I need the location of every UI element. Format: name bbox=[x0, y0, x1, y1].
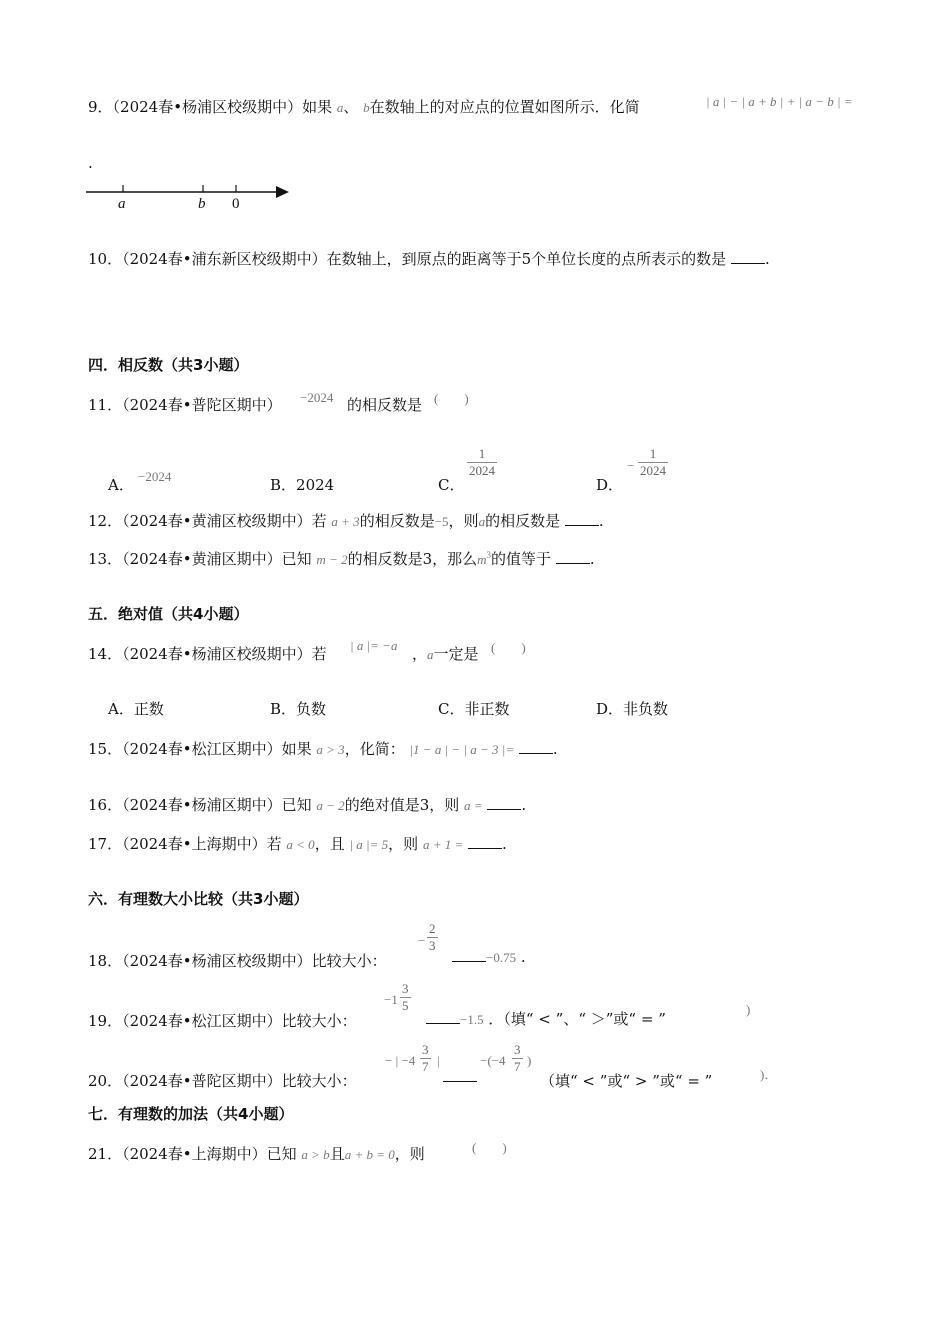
section-heading-6: 六．有理数大小比较（共3小题） bbox=[88, 890, 309, 908]
denominator: 3 bbox=[429, 938, 436, 953]
option-label: C． bbox=[438, 700, 465, 718]
question-text: 在数轴上的对应点的位置如图所示．化简 bbox=[369, 98, 640, 116]
right-expression-suffix: ) bbox=[527, 1053, 532, 1068]
option-c[interactable] bbox=[438, 474, 464, 495]
question-14-rest bbox=[412, 643, 479, 664]
question-9 bbox=[88, 96, 640, 117]
question-number: 12． bbox=[88, 512, 123, 530]
question-source: （2024春•杨浦区期中）已知 bbox=[122, 796, 312, 814]
option-b[interactable] bbox=[270, 474, 334, 495]
question-text: ， bbox=[412, 645, 428, 663]
option-value: 2024 bbox=[296, 476, 335, 494]
question-text: 的绝对值是3，则 bbox=[344, 796, 460, 814]
option-label: D． bbox=[596, 700, 624, 718]
math-expression: | a |= 5 bbox=[349, 837, 389, 852]
question-text: 的相反数是 bbox=[485, 512, 561, 530]
option-d[interactable] bbox=[596, 474, 623, 495]
math-expression: −0.75 bbox=[486, 950, 517, 965]
option-a[interactable] bbox=[108, 698, 164, 719]
question-source: （2024春•普陀区期中） bbox=[122, 396, 282, 414]
question-12 bbox=[88, 510, 604, 531]
question-source: （2024春•松江区期中）比较大小： bbox=[122, 1012, 357, 1030]
denominator: 7 bbox=[514, 1059, 521, 1074]
question-17 bbox=[88, 833, 507, 854]
option-label: C． bbox=[438, 476, 465, 494]
close-paren: ) bbox=[746, 1002, 751, 1017]
question-number: 11． bbox=[88, 396, 123, 414]
question-source: （2024春•黄浦区校级期中）若 bbox=[122, 512, 327, 530]
option-label: A． bbox=[108, 476, 134, 494]
answer-blank[interactable] bbox=[519, 741, 553, 754]
answer-blank[interactable] bbox=[468, 836, 502, 849]
math-expression: a + 1 = bbox=[422, 837, 464, 852]
separator: 、 bbox=[343, 98, 359, 116]
question-number: 17． bbox=[88, 835, 123, 853]
mixed-number-whole: −1 bbox=[384, 992, 398, 1007]
question-source: （2024春•松江区期中）如果 bbox=[122, 740, 312, 758]
question-number: 13． bbox=[88, 550, 123, 568]
option-label: D． bbox=[596, 476, 624, 494]
fraction bbox=[400, 981, 411, 1014]
answer-blank[interactable] bbox=[565, 513, 599, 526]
fraction-d bbox=[638, 446, 668, 479]
fill-hint: （填“ < ”或“ > ”或“ = ” bbox=[540, 1072, 713, 1090]
question-source: （2024春•上海期中）已知 bbox=[122, 1145, 297, 1163]
label-b: b bbox=[198, 196, 206, 212]
option-b[interactable] bbox=[270, 698, 326, 719]
math-expression: −5 bbox=[434, 514, 449, 529]
math-expression: a < 0 bbox=[286, 837, 315, 852]
question-number: 20． bbox=[88, 1072, 123, 1090]
compare-row bbox=[426, 1008, 666, 1029]
question-source: （2024春•上海期中）若 bbox=[122, 835, 282, 853]
compare-row bbox=[452, 948, 526, 966]
math-expression: a + b = 0 bbox=[344, 1147, 395, 1162]
math-expression: a > b bbox=[301, 1147, 330, 1162]
math-expression: −2024 bbox=[300, 390, 334, 405]
question-9-period: . bbox=[88, 154, 93, 172]
question-source: （2024春•黄浦区期中）已知 bbox=[122, 550, 312, 568]
minus-sign: − bbox=[418, 933, 426, 948]
minus-sign: − bbox=[627, 458, 635, 473]
question-text: 一定是 bbox=[433, 645, 479, 663]
period: . bbox=[520, 948, 526, 966]
question-number: 16． bbox=[88, 796, 123, 814]
numerator: 1 bbox=[649, 446, 657, 461]
period: . bbox=[502, 835, 507, 853]
question-14 bbox=[88, 643, 327, 664]
left-expression-prefix: − | −4 bbox=[385, 1053, 416, 1068]
question-text: 10．（2024春•浦东新区校级期中）在数轴上，到原点的距离等于5个单位长度的点所表示的数是 bbox=[88, 250, 727, 268]
numerator: 2 bbox=[429, 921, 436, 936]
option-a-value: −2024 bbox=[138, 469, 172, 484]
label-a: a bbox=[118, 196, 126, 212]
option-label: B． bbox=[270, 700, 297, 718]
question-source: （2024春•普陀区期中）比较大小： bbox=[122, 1072, 357, 1090]
question-10 bbox=[88, 248, 770, 269]
math-expression: m − 2 bbox=[316, 552, 348, 567]
close-paren: )． bbox=[760, 1067, 778, 1082]
left-expression-suffix: | bbox=[437, 1053, 440, 1068]
numerator: 3 bbox=[514, 1042, 521, 1057]
question-18 bbox=[88, 950, 387, 971]
answer-blank[interactable] bbox=[556, 551, 590, 564]
option-value: 负数 bbox=[296, 700, 327, 718]
question-number: 21． bbox=[88, 1145, 123, 1163]
numerator: 3 bbox=[422, 1042, 429, 1057]
right-fraction bbox=[512, 1042, 523, 1075]
math-var: a bbox=[427, 647, 434, 662]
period: . bbox=[521, 796, 527, 814]
option-a[interactable] bbox=[108, 474, 134, 495]
section-heading-4: 四．相反数（共3小题） bbox=[88, 356, 249, 374]
math-expression: −1.5 bbox=[460, 1012, 484, 1027]
question-text: ．（填“ < ”、“ ＞”或“ = ” bbox=[488, 1010, 666, 1028]
math-var: a bbox=[478, 514, 486, 529]
math-expression: a − 2 bbox=[316, 798, 345, 813]
denominator: 2024 bbox=[469, 463, 495, 478]
option-label: A． bbox=[108, 700, 134, 718]
question-15 bbox=[88, 738, 558, 759]
question-number: 9． bbox=[88, 98, 113, 116]
question-text: 的相反数是 bbox=[347, 396, 423, 414]
option-value: 非负数 bbox=[623, 700, 669, 718]
option-c[interactable] bbox=[438, 698, 510, 719]
denominator: 5 bbox=[402, 998, 409, 1013]
section-heading-7: 七．有理数的加法（共4小题） bbox=[88, 1105, 294, 1123]
label-0: 0 bbox=[232, 196, 240, 212]
section-heading-5: 五．绝对值（共4小题） bbox=[88, 605, 249, 623]
answer-blank[interactable] bbox=[426, 1011, 460, 1024]
question-19 bbox=[88, 1010, 357, 1031]
math-expression-abs: | a | − | a + b | + | a − b | = bbox=[706, 94, 853, 109]
question-text: ，化简： bbox=[344, 740, 405, 758]
question-11 bbox=[88, 394, 282, 415]
period: . bbox=[598, 512, 604, 530]
answer-blank-row bbox=[443, 1068, 477, 1086]
question-16 bbox=[88, 794, 526, 815]
period: . bbox=[589, 550, 595, 568]
answer-blank[interactable] bbox=[731, 251, 765, 264]
question-text: 的值等于 bbox=[491, 550, 552, 568]
math-expression: a = bbox=[464, 798, 483, 813]
answer-blank[interactable] bbox=[443, 1069, 477, 1082]
question-20 bbox=[88, 1070, 357, 1091]
question-source: （2024春•杨浦区校级期中）比较大小： bbox=[122, 952, 387, 970]
choice-paren: ( ) bbox=[491, 640, 526, 655]
option-d[interactable] bbox=[596, 698, 668, 719]
question-text: ，则 bbox=[388, 835, 419, 853]
math-expression: a + 3 bbox=[331, 514, 360, 529]
question-text: 且 bbox=[329, 1145, 345, 1163]
math-expression: a > 3 bbox=[316, 742, 345, 757]
option-value: 非正数 bbox=[464, 700, 510, 718]
question-number: 14． bbox=[88, 645, 123, 663]
question-text: ，则 bbox=[448, 512, 479, 530]
question-source: （2024春•杨浦区校级期中）如果 bbox=[112, 98, 333, 116]
numerator: 1 bbox=[478, 446, 486, 461]
option-label: B． bbox=[270, 476, 297, 494]
math-expression: | a |= −a bbox=[350, 638, 398, 653]
answer-blank[interactable] bbox=[487, 797, 521, 810]
math-var-a: a bbox=[336, 100, 344, 115]
question-21 bbox=[88, 1143, 425, 1164]
fraction-c bbox=[467, 446, 497, 479]
period: . bbox=[552, 740, 558, 758]
question-13 bbox=[88, 548, 595, 569]
math-var-b: b bbox=[363, 100, 370, 115]
fraction bbox=[427, 921, 438, 954]
question-text: ，则 bbox=[394, 1145, 425, 1163]
choice-paren: ( ) bbox=[472, 1140, 507, 1155]
left-fraction bbox=[420, 1042, 431, 1075]
math-expression: |1 − a | − | a − 3 |= bbox=[409, 742, 515, 757]
superscript: 3 bbox=[486, 550, 492, 560]
answer-blank[interactable] bbox=[452, 949, 486, 962]
question-text: 的相反数是 bbox=[359, 512, 435, 530]
right-expression-prefix: −(−4 bbox=[480, 1053, 506, 1068]
denominator: 7 bbox=[422, 1059, 429, 1074]
question-text: ，且 bbox=[314, 835, 345, 853]
option-value: 正数 bbox=[133, 700, 164, 718]
number-line-arrow bbox=[276, 186, 289, 198]
denominator: 2024 bbox=[640, 463, 666, 478]
question-source: （2024春•杨浦区校级期中）若 bbox=[122, 645, 327, 663]
number-line bbox=[86, 178, 296, 214]
numerator: 3 bbox=[402, 981, 409, 996]
period: . bbox=[764, 250, 770, 268]
question-text: 的相反数是3，那么 bbox=[347, 550, 478, 568]
math-var: m bbox=[477, 552, 487, 567]
question-number: 15． bbox=[88, 740, 123, 758]
choice-paren: ( ) bbox=[434, 391, 469, 406]
question-number: 19． bbox=[88, 1012, 123, 1030]
question-number: 18． bbox=[88, 952, 123, 970]
